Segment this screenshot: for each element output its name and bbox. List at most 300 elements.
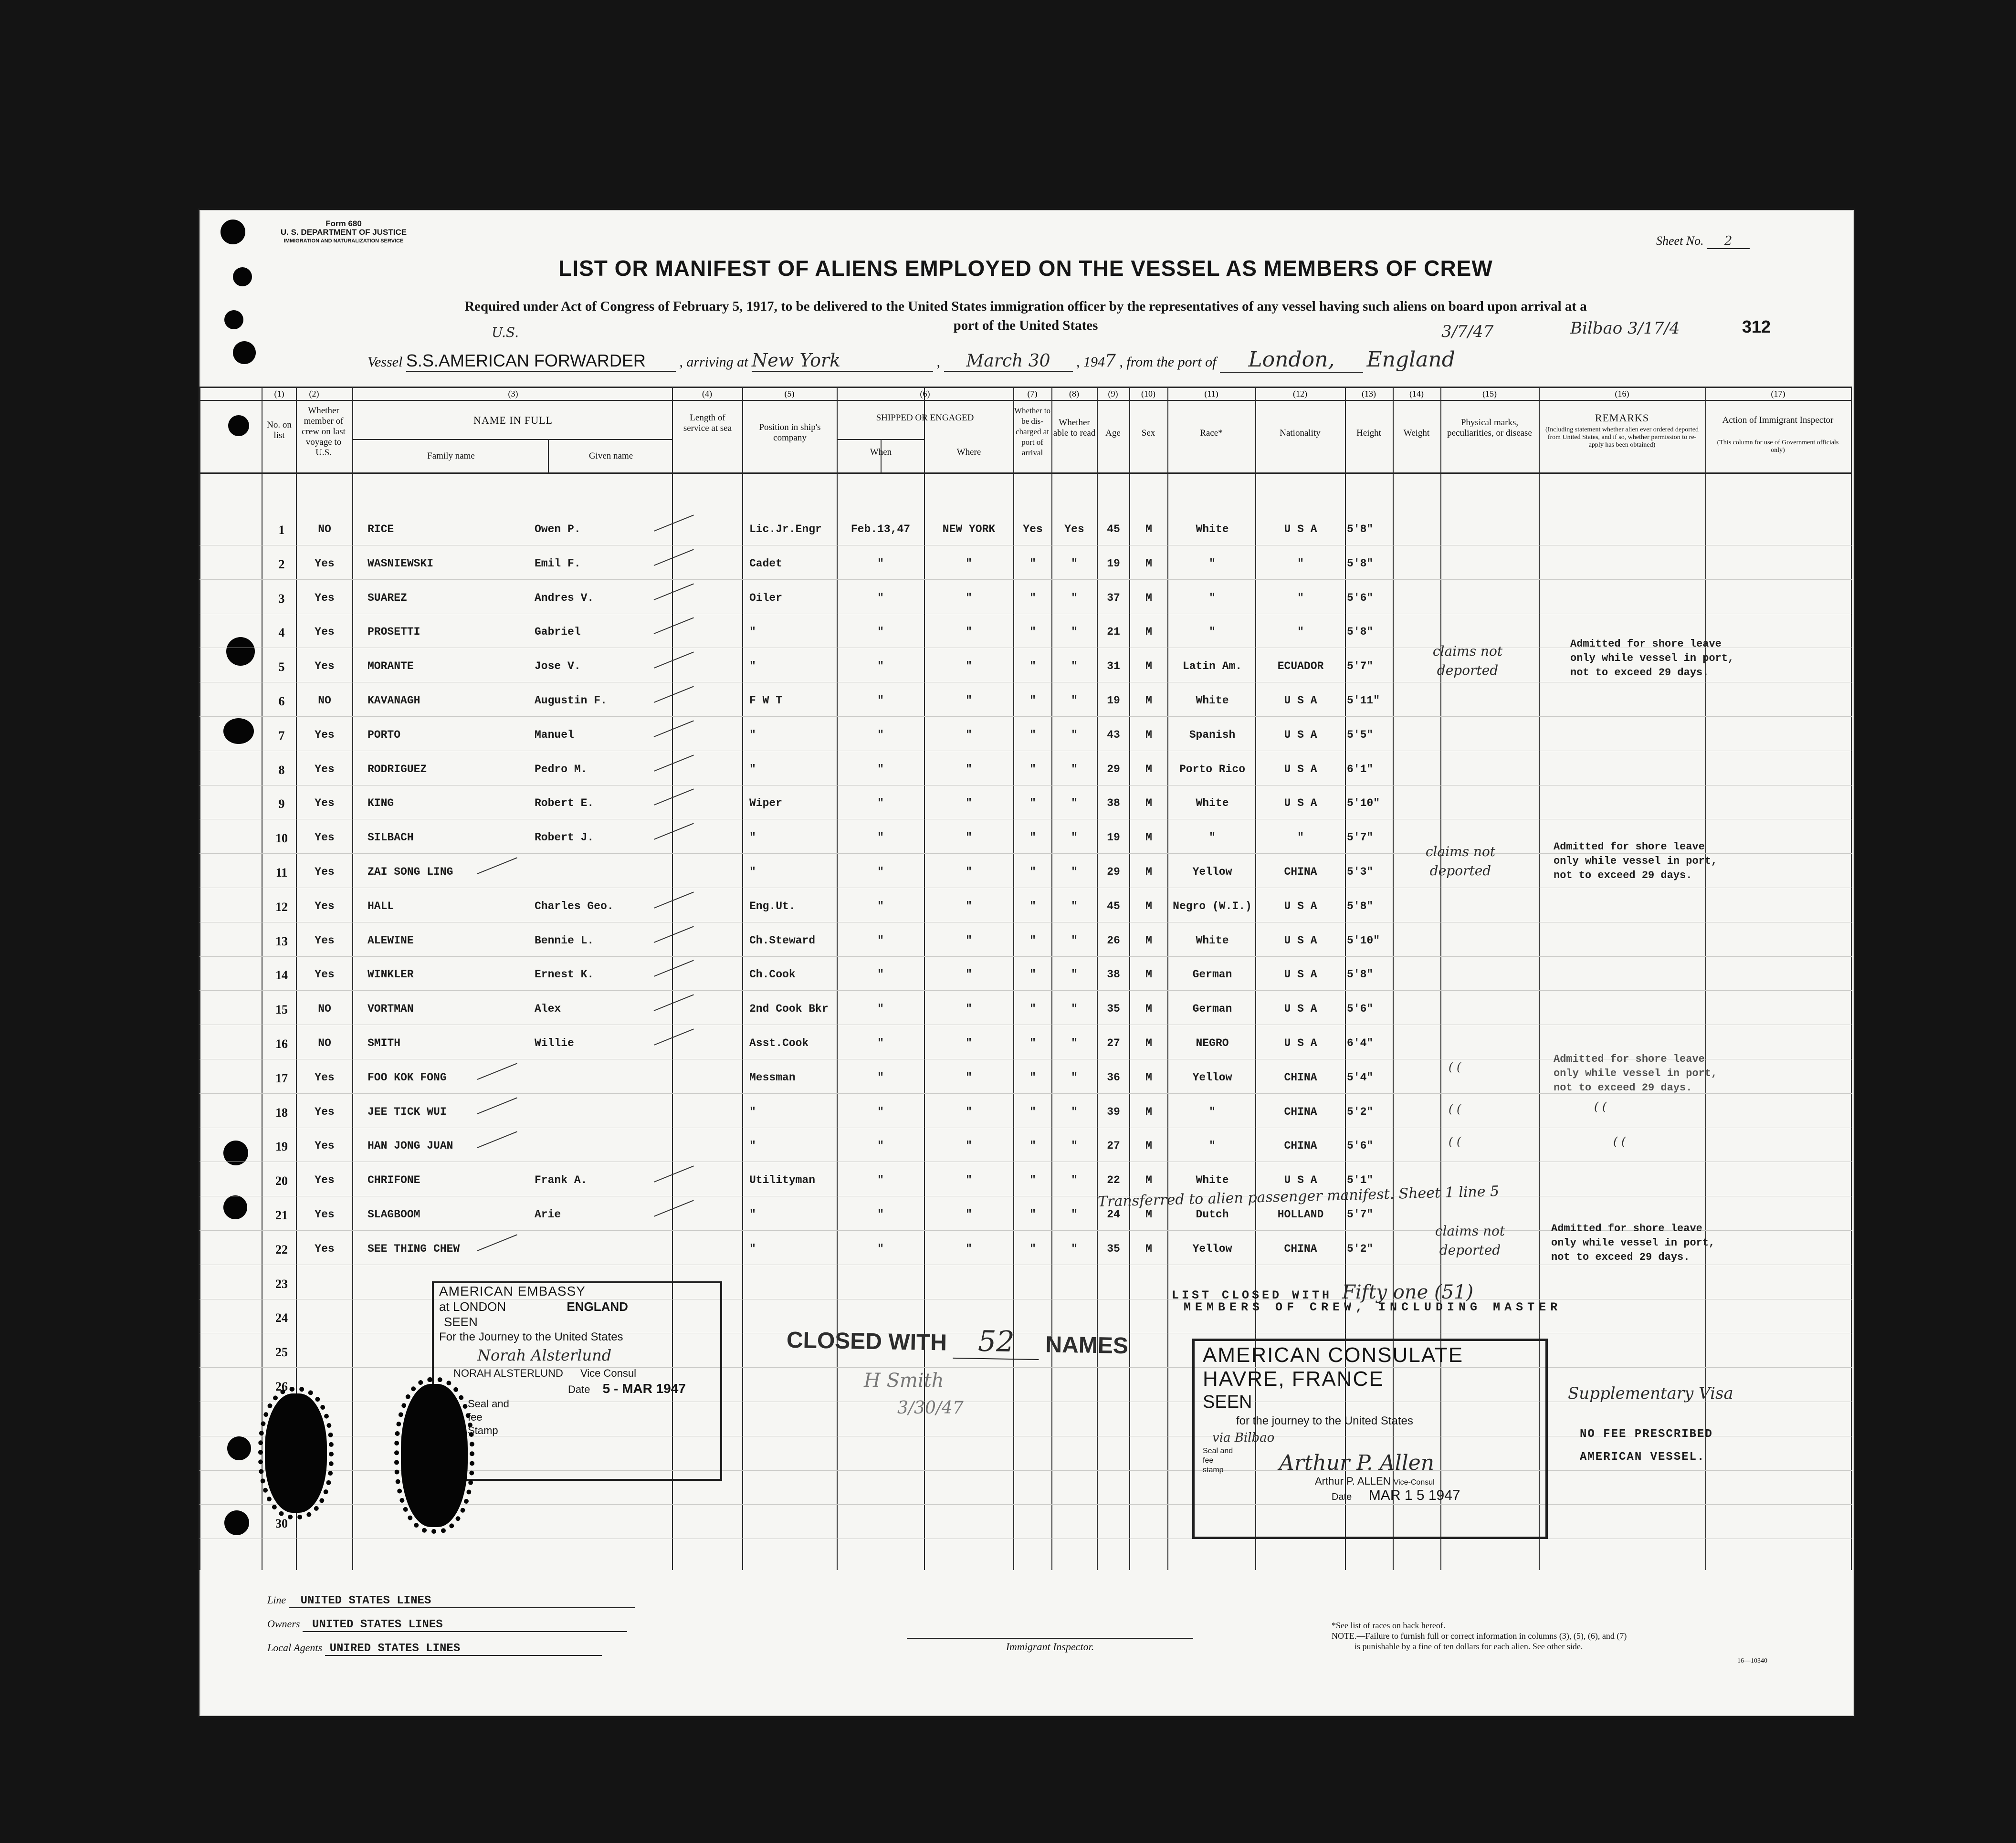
cell-position: F W T: [749, 694, 783, 707]
departure-note-date: 3/7/47: [1441, 322, 1494, 341]
cell-given-name: Emil F.: [535, 557, 581, 570]
cell-nationality: U S A: [1284, 523, 1317, 535]
cell-position: Wiper: [749, 797, 783, 810]
cell-able-to-read: ": [1071, 694, 1078, 707]
cell-shipped-when: ": [877, 1071, 884, 1084]
cell-position: ": [749, 626, 756, 639]
cell-able-to-read: ": [1071, 1242, 1078, 1255]
cell-height: 5'8": [1347, 968, 1374, 981]
cell-race: ": [1209, 591, 1216, 604]
cell-shipped-where: ": [966, 968, 972, 981]
cell-sex: M: [1145, 1242, 1152, 1255]
cell-position: ": [749, 728, 756, 741]
cell-nationality: U S A: [1284, 694, 1317, 707]
cell-discharge: ": [1029, 1208, 1036, 1221]
consulate-line-3: SEEN: [1203, 1392, 1252, 1412]
cell-last-voyage: Yes: [315, 1105, 335, 1118]
cell-shipped-where: ": [966, 728, 972, 741]
cell-race: ": [1209, 557, 1216, 570]
footer-owners: [267, 1618, 627, 1632]
cell-nationality: CHINA: [1284, 1105, 1317, 1118]
cell-given-name: Robert J.: [535, 831, 594, 844]
cell-shipped-where: ": [966, 626, 972, 639]
cell-row-number: 4: [278, 626, 285, 640]
cell-family-name: SUAREZ: [368, 591, 407, 604]
cell-last-voyage: Yes: [315, 763, 335, 775]
cell-discharge: ": [1029, 1071, 1036, 1084]
empty-row-number: 25: [275, 1345, 288, 1360]
col-head-race: Race*: [1200, 428, 1223, 438]
cell-row-number: 2: [278, 557, 285, 571]
cell-last-voyage: Yes: [315, 728, 335, 741]
cell-age: 38: [1107, 968, 1120, 981]
cell-height: 5'4": [1347, 1071, 1374, 1084]
consulate-date: MAR 1 5 1947: [1368, 1487, 1460, 1503]
cell-sex: M: [1145, 866, 1152, 878]
cell-race: Yellow: [1192, 1242, 1232, 1255]
cell-position: ": [749, 1242, 756, 1255]
cell-nationality: U S A: [1284, 728, 1317, 741]
cell-age: 39: [1107, 1105, 1120, 1118]
cell-shipped-where: ": [966, 557, 972, 570]
consulate-line-1: AMERICAN CONSULATE: [1203, 1343, 1464, 1367]
col-num-5: (5): [784, 389, 795, 398]
vessel-line: Vessel S.S.AMERICAN FORWARDER , arriving at New York , March 30 , 1947 , from the port of London, England: [368, 347, 1455, 372]
embassy-line-3: SEEN: [444, 1315, 478, 1329]
cell-race: Spanish: [1189, 728, 1236, 741]
cell-age: 22: [1107, 1174, 1120, 1187]
cell-race: Yellow: [1192, 866, 1232, 878]
cell-position: Eng.Ut.: [749, 900, 796, 912]
remark-17: Admitted for shore leave only while vessel in port, not to exceed 29 days.: [1554, 1053, 1718, 1094]
col-num-8: (8): [1069, 389, 1079, 398]
cell-family-name: VORTMAN: [368, 1003, 414, 1016]
cell-sex: M: [1145, 557, 1152, 570]
cell-height: 5'1": [1347, 1174, 1374, 1187]
cell-family-name: SEE THING CHEW: [368, 1242, 460, 1255]
col-num-17: (17): [1771, 389, 1785, 398]
cell-row-number: 21: [275, 1208, 288, 1222]
cell-given-name: Owen P.: [535, 523, 581, 535]
cell-row-number: 22: [275, 1242, 288, 1257]
cell-height: 5'10": [1347, 934, 1380, 947]
cell-discharge: ": [1029, 626, 1036, 639]
cell-race: German: [1192, 968, 1232, 981]
col-num-14: (14): [1409, 389, 1424, 398]
punch-hole: [220, 220, 245, 244]
department: U. S. DEPARTMENT OF JUSTICE: [280, 228, 407, 237]
cell-age: 19: [1107, 557, 1120, 570]
cell-discharge: ": [1029, 900, 1036, 912]
cell-nationality: CHINA: [1284, 1140, 1317, 1152]
cell-shipped-where: ": [966, 1003, 972, 1016]
cell-position: Lic.Jr.Engr: [749, 523, 822, 535]
cell-able-to-read: ": [1071, 626, 1078, 639]
ditto-18-physical: ( (: [1449, 1102, 1461, 1116]
cell-position: ": [749, 1208, 756, 1221]
cell-sex: M: [1145, 1208, 1152, 1221]
cell-age: 29: [1107, 866, 1120, 878]
cell-given-name: Alex: [535, 1003, 561, 1016]
cell-discharge: ": [1029, 591, 1036, 604]
cell-age: 24: [1107, 1208, 1120, 1221]
cell-age: 31: [1107, 660, 1120, 673]
cell-height: 6'1": [1347, 763, 1374, 775]
cell-given-name: Andres V.: [535, 591, 594, 604]
cell-nationality: U S A: [1284, 797, 1317, 810]
inspector-date: 3/30/47: [897, 1398, 964, 1418]
col-head-sex: Sex: [1141, 428, 1155, 438]
cell-position: Oiler: [749, 591, 783, 604]
col-head-no: No. on list: [267, 420, 292, 440]
row-rule: [200, 579, 1852, 580]
cell-height: 5'3": [1347, 866, 1374, 878]
col-num-9: (9): [1108, 389, 1118, 398]
cell-family-name: JEE TICK WUI: [368, 1105, 447, 1118]
consulate-line-4: for the journey to the United States: [1236, 1414, 1413, 1427]
cell-shipped-where: ": [966, 797, 972, 810]
england-note: England: [1366, 347, 1455, 372]
cell-shipped-where: ": [966, 660, 972, 673]
cell-height: 5'10": [1347, 797, 1380, 810]
cell-last-voyage: Yes: [315, 1071, 335, 1084]
col-num-15: (15): [1482, 389, 1497, 398]
transferred-note: Transferred to alien passenger manifest. Sheet 1 line 5: [1097, 1183, 1500, 1211]
cell-given-name: Jose V.: [535, 660, 581, 673]
empty-row-number: 23: [275, 1277, 288, 1291]
cell-row-number: 19: [275, 1140, 288, 1154]
cell-discharge: ": [1029, 1140, 1036, 1152]
cell-position: ": [749, 1105, 756, 1118]
cell-shipped-when: ": [877, 660, 884, 673]
col-head-nationality: Nationality: [1280, 428, 1321, 438]
cell-position: Messman: [749, 1071, 796, 1084]
cell-shipped-when: Feb.13,47: [850, 523, 911, 535]
agents-label: Local Agents: [267, 1642, 323, 1654]
cell-discharge: ": [1029, 968, 1036, 981]
cell-sex: M: [1145, 968, 1152, 981]
cell-discharge: ": [1029, 1003, 1036, 1016]
cell-height: 5'5": [1347, 728, 1374, 741]
cell-row-number: 1: [278, 523, 285, 537]
col-num-7: (7): [1027, 389, 1038, 398]
col-num-3: (3): [508, 389, 518, 398]
cell-able-to-read: ": [1071, 866, 1078, 878]
empty-row-number: 24: [275, 1311, 288, 1325]
cell-race: ": [1209, 626, 1216, 639]
sheet-value: 2: [1707, 234, 1750, 249]
cell-sex: M: [1145, 591, 1152, 604]
col-head-family: Family name: [427, 451, 475, 461]
page-title: LIST OR MANIFEST OF ALIENS EMPLOYED ON THE VESSEL AS MEMBERS OF CREW: [558, 256, 1493, 281]
cell-shipped-when: ": [877, 831, 884, 844]
cell-able-to-read: ": [1071, 660, 1078, 673]
cell-able-to-read: ": [1071, 900, 1078, 912]
cell-nationality: U S A: [1284, 1003, 1317, 1016]
cell-shipped-where: ": [966, 831, 972, 844]
consulate-line-2: HAVRE, FRANCE: [1203, 1367, 1384, 1391]
cell-able-to-read: ": [1071, 1140, 1078, 1152]
consulate-signature: Arthur P. Allen: [1279, 1451, 1435, 1475]
cell-sex: M: [1145, 1140, 1152, 1152]
cell-race: White: [1196, 523, 1229, 535]
cell-row-number: 14: [275, 968, 288, 983]
cell-last-voyage: Yes: [315, 934, 335, 947]
cell-last-voyage: NO: [318, 523, 331, 535]
remark-5: Admitted for shore leave only while vessel in port, not to exceed 29 days.: [1570, 638, 1734, 679]
cell-row-number: 16: [275, 1037, 288, 1051]
cell-position: Asst.Cook: [749, 1037, 809, 1049]
cell-nationality: U S A: [1284, 763, 1317, 775]
cell-sex: M: [1145, 900, 1152, 912]
cell-nationality: HOLLAND: [1277, 1208, 1324, 1221]
cell-height: 6'4": [1347, 1037, 1374, 1049]
cell-age: 29: [1107, 763, 1120, 775]
embassy-seal-left: [265, 1393, 327, 1513]
cell-height: 5'8": [1347, 626, 1374, 639]
cell-family-name: PORTO: [368, 728, 401, 741]
cell-age: 26: [1107, 934, 1120, 947]
embassy-line-4: For the Journey to the United States: [439, 1330, 623, 1343]
cell-last-voyage: Yes: [315, 1208, 335, 1221]
col-head-weight: Weight: [1403, 428, 1430, 438]
cell-sex: M: [1145, 1071, 1152, 1084]
inspector-label: Immigrant Inspector.: [1006, 1641, 1094, 1653]
cell-row-number: 18: [275, 1105, 288, 1120]
cell-family-name: HALL: [368, 900, 394, 912]
cell-shipped-where: ": [966, 1105, 972, 1118]
cell-nationality: ": [1297, 591, 1304, 604]
cell-position: Ch.Cook: [749, 968, 796, 981]
cell-family-name: PROSETTI: [368, 626, 420, 639]
cell-race: NEGRO: [1196, 1037, 1229, 1049]
cell-shipped-when: ": [877, 763, 884, 775]
cell-age: 38: [1107, 797, 1120, 810]
cell-able-to-read: ": [1071, 968, 1078, 981]
cell-able-to-read: ": [1071, 831, 1078, 844]
cell-shipped-where: ": [966, 1140, 972, 1152]
no-fee-line-1: NO FEE PRESCRIBED: [1580, 1428, 1713, 1441]
cell-position: ": [749, 763, 756, 775]
cell-last-voyage: NO: [318, 1003, 331, 1016]
cell-given-name: Manuel: [535, 728, 574, 741]
cell-row-number: 13: [275, 934, 288, 948]
sheet-number: [1656, 234, 1750, 249]
col-head-last-voyage: Whether member of crew on last voyage to U.S.: [302, 406, 346, 458]
cell-height: 5'7": [1347, 660, 1374, 673]
cell-row-number: 3: [278, 591, 285, 606]
cell-family-name: HAN JONG JUAN: [368, 1140, 453, 1152]
col-head-physical: Physical marks, peculiarities, or disease: [1447, 418, 1532, 438]
col-head-action: Action of Immigrant Inspector: [1722, 415, 1834, 425]
cell-discharge: ": [1029, 1242, 1036, 1255]
row-rule: [200, 956, 1852, 957]
cell-height: 5'8": [1347, 523, 1374, 535]
cell-race: White: [1196, 797, 1229, 810]
cell-family-name: ALEWINE: [368, 934, 414, 947]
cell-last-voyage: Yes: [315, 900, 335, 912]
cell-shipped-when: ": [877, 1105, 884, 1118]
col-head-age: Age: [1105, 428, 1121, 438]
cell-height: 5'2": [1347, 1242, 1374, 1255]
row-rule: [200, 716, 1852, 717]
cell-race: ": [1209, 1105, 1216, 1118]
cell-last-voyage: Yes: [315, 1140, 335, 1152]
cell-family-name: SILBACH: [368, 831, 414, 844]
cell-family-name: ZAI SONG LING: [368, 866, 453, 878]
cell-last-voyage: NO: [318, 694, 331, 707]
year-hand: 7: [1105, 351, 1116, 371]
col-head-shipped: SHIPPED OR ENGAGED: [876, 413, 974, 423]
cell-nationality: U S A: [1284, 968, 1317, 981]
form-number: Form 680: [326, 219, 362, 228]
ditto-18-remarks: ( (: [1594, 1100, 1607, 1113]
empty-row-number: 26: [275, 1380, 288, 1393]
embassy-title: Vice Consul: [580, 1367, 636, 1379]
cell-height: 5'6": [1347, 591, 1374, 604]
embassy-signature: Norah Alsterlund: [477, 1346, 612, 1364]
col-head-read: Whether able to read: [1053, 418, 1096, 438]
cell-discharge: ": [1029, 660, 1036, 673]
cell-race: Porto Rico: [1179, 763, 1246, 775]
col-num-10: (10): [1141, 389, 1155, 398]
cell-last-voyage: Yes: [315, 831, 335, 844]
col-head-service: Length of service at sea: [683, 413, 732, 433]
cell-shipped-when: ": [877, 1208, 884, 1221]
cell-shipped-when: ": [877, 728, 884, 741]
embassy-officer: NORAH ALSTERLUND: [453, 1367, 563, 1379]
cell-race: Latin Am.: [1182, 660, 1242, 673]
print-code: 16—10340: [1737, 1657, 1767, 1665]
col-head-remarks: REMARKS: [1595, 412, 1649, 424]
cell-position: ": [749, 660, 756, 673]
col-head-position: Position in ship's company: [759, 422, 821, 443]
ditto-19-physical: ( (: [1449, 1135, 1461, 1148]
cell-discharge: ": [1029, 763, 1036, 775]
cell-last-voyage: Yes: [315, 866, 335, 878]
col-head-where: Where: [956, 447, 981, 457]
supplementary-visa: Supplementary Visa: [1568, 1384, 1733, 1403]
from-label: , from the port of: [1119, 354, 1217, 370]
note-fine: is punishable by a fine of ten dollars for each alien. See other side.: [1354, 1642, 1583, 1651]
empty-row-number: 30: [275, 1517, 288, 1531]
cell-family-name: FOO KOK FONG: [368, 1071, 447, 1084]
embassy-stamp-text: [439, 1284, 716, 1437]
col-num-13: (13): [1362, 389, 1376, 398]
cell-discharge: ": [1029, 1174, 1036, 1187]
consulate-seal-text: Seal and fee stamp: [1203, 1447, 1233, 1474]
col-num-4: (4): [702, 389, 712, 398]
cell-race: White: [1196, 694, 1229, 707]
cell-discharge: ": [1029, 1105, 1036, 1118]
cell-discharge: ": [1029, 831, 1036, 844]
embassy-seal-text: Seal and fee Stamp: [468, 1398, 509, 1436]
cell-race: ": [1209, 831, 1216, 844]
cell-discharge: ": [1029, 797, 1036, 810]
cell-sex: M: [1145, 728, 1152, 741]
footer-line: [267, 1594, 635, 1608]
cell-race: Negro (W.I.): [1173, 900, 1252, 912]
cell-able-to-read: ": [1071, 934, 1078, 947]
cell-given-name: Ernest K.: [535, 968, 594, 981]
cell-last-voyage: NO: [318, 1037, 331, 1049]
cell-given-name: Bennie L.: [535, 934, 594, 947]
cell-sex: M: [1145, 1105, 1152, 1118]
cell-discharge: ": [1029, 728, 1036, 741]
cell-discharge: ": [1029, 934, 1036, 947]
cell-row-number: 10: [275, 831, 288, 846]
cell-shipped-where: ": [966, 1242, 972, 1255]
cell-position: Utilityman: [749, 1174, 816, 1187]
ditto-19-remarks: ( (: [1613, 1135, 1626, 1148]
punch-hole: [233, 341, 256, 364]
cell-race: White: [1196, 1174, 1229, 1187]
cell-age: 36: [1107, 1071, 1120, 1084]
cell-shipped-where: ": [966, 1174, 972, 1187]
cell-height: 5'6": [1347, 1003, 1374, 1016]
cell-shipped-when: ": [877, 866, 884, 878]
cell-nationality: CHINA: [1284, 1242, 1317, 1255]
cell-height: 5'7": [1347, 831, 1374, 844]
vessel-name: S.S.AMERICAN FORWARDER: [406, 351, 676, 372]
inspector-signature-line: [907, 1638, 1193, 1653]
note-failure: NOTE.—Failure to furnish full or correct information in columns (3), (5), (6), and (7): [1332, 1631, 1627, 1641]
cell-nationality: U S A: [1284, 900, 1317, 912]
cell-age: 35: [1107, 1003, 1120, 1016]
cell-sex: M: [1145, 1174, 1152, 1187]
cell-able-to-read: ": [1071, 557, 1078, 570]
line-value: UNITED STATES LINES: [289, 1594, 635, 1608]
embassy-seal-right: [401, 1384, 468, 1527]
cell-sex: M: [1145, 1037, 1152, 1049]
cell-nationality: CHINA: [1284, 866, 1317, 878]
cell-age: 45: [1107, 900, 1120, 912]
cell-age: 21: [1107, 626, 1120, 639]
cell-shipped-where: ": [966, 591, 972, 604]
embassy-line-2b: ENGLAND: [567, 1299, 628, 1314]
cell-last-voyage: Yes: [315, 1174, 335, 1187]
line-label: Line: [267, 1594, 286, 1606]
subtitle-line-2: port of the United States: [953, 318, 1098, 333]
cell-able-to-read: ": [1071, 1208, 1078, 1221]
cell-able-to-read: ": [1071, 797, 1078, 810]
consulate-stamp-text: [1203, 1343, 1537, 1504]
from-port: London,: [1220, 347, 1363, 373]
cell-shipped-when: ": [877, 1174, 884, 1187]
cell-last-voyage: Yes: [315, 626, 335, 639]
cell-position: Ch.Steward: [749, 934, 816, 947]
embassy-date: 5 - MAR 1947: [602, 1381, 686, 1396]
col-num-6: (6): [920, 389, 930, 398]
cell-last-voyage: Yes: [315, 557, 335, 570]
cell-position: ": [749, 831, 756, 844]
cell-given-name: Frank A.: [535, 1174, 588, 1187]
remark-22: Admitted for shore leave only while vessel in port, not to exceed 29 days.: [1551, 1223, 1715, 1263]
closed-with-stamp: [786, 1321, 1128, 1361]
col-head-given: Given name: [588, 451, 633, 461]
cell-shipped-where: NEW YORK: [942, 523, 996, 535]
col-num-2: (2): [309, 389, 319, 398]
cell-able-to-read: ": [1071, 1037, 1078, 1049]
cell-row-number: 15: [275, 1003, 288, 1017]
cell-sex: M: [1145, 660, 1152, 673]
consulate-officer: Arthur P. ALLEN: [1315, 1475, 1391, 1487]
cell-family-name: RICE: [368, 523, 394, 535]
consulate-line-5: via Bilbao: [1212, 1431, 1275, 1445]
cell-shipped-where: ": [966, 900, 972, 912]
cell-age: 45: [1107, 523, 1120, 535]
cell-given-name: Willie: [535, 1037, 574, 1049]
